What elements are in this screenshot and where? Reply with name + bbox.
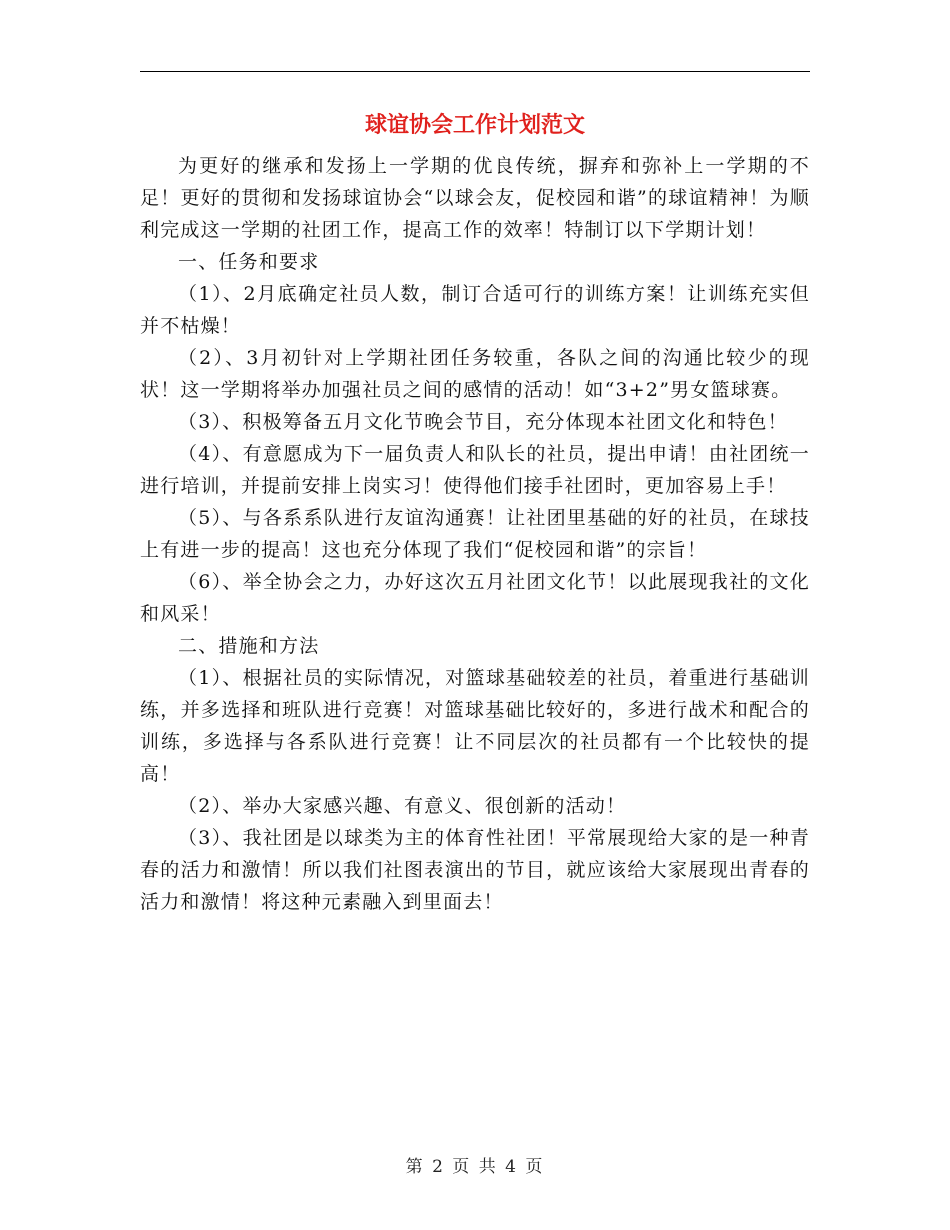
paragraph-measure-1: （1）、根据社员的实际情况，对篮球基础较差的社员，着重进行基础训练，并多选择和班队进行竞赛！对篮球基础比较好的，多进行战术和配合的训练，多选择与各系队进行竞赛！让不同层次的社员都有一个比较快的提高！	[140, 667, 810, 785]
paragraph-measure-3: （3）、我社团是以球类为主的体育性社团！平常展现给大家的是一种青春的活力和激情！所以我们社图表演出的节目，就应该给大家展现出青春的活力和激情！将这种元素融入到里面去！	[140, 827, 810, 913]
paragraph-task-5: （5）、与各系系队进行友谊沟通赛！让社团里基础的好的社员，在球技上有进一步的提高！这也充分体现了我们“促校园和谐”的宗旨！	[140, 507, 810, 561]
paragraph-measure-2: （2）、举办大家感兴趣、有意义、很创新的活动！	[178, 795, 627, 817]
page-number: 第 2 页 共 4 页	[405, 1157, 545, 1177]
section-heading-measures: 二、措施和方法	[178, 635, 320, 657]
paragraph-intro: 为更好的继承和发扬上一学期的优良传统，摒弃和弥补上一学期的不足！更好的贯彻和发扬球谊协会“以球会友，促校园和谐”的球谊精神！为顺利完成这一学期的社团工作，提高工作的效率！特制订以下学期计划！	[140, 155, 810, 241]
section-heading-tasks: 一、任务和要求	[178, 251, 320, 273]
paragraph-task-6: （6）、举全协会之力，办好这次五月社团文化节！以此展现我社的文化和风采！	[140, 571, 810, 625]
header-rule	[140, 71, 810, 72]
document-title: 球谊协会工作计划范文	[364, 112, 585, 138]
paragraph-task-2: （2）、3月初针对上学期社团任务较重，各队之间的沟通比较少的现状！这一学期将举办加强社员之间的感情的活动！如“3+2”男女篮球赛。	[140, 347, 810, 401]
paragraph-task-3: （3）、积极筹备五月文化节晚会节目，充分体现本社团文化和特色！	[178, 411, 788, 433]
paragraph-task-4: （4）、有意愿成为下一届负责人和队长的社员，提出申请！由社团统一进行培训，并提前安排上岗实习！使得他们接手社团时，更加容易上手！	[140, 443, 810, 497]
paragraph-task-1: （1）、2月底确定社员人数，制订合适可行的训练方案！让训练充实但并不枯燥！	[140, 283, 810, 337]
document-body	[140, 150, 810, 918]
